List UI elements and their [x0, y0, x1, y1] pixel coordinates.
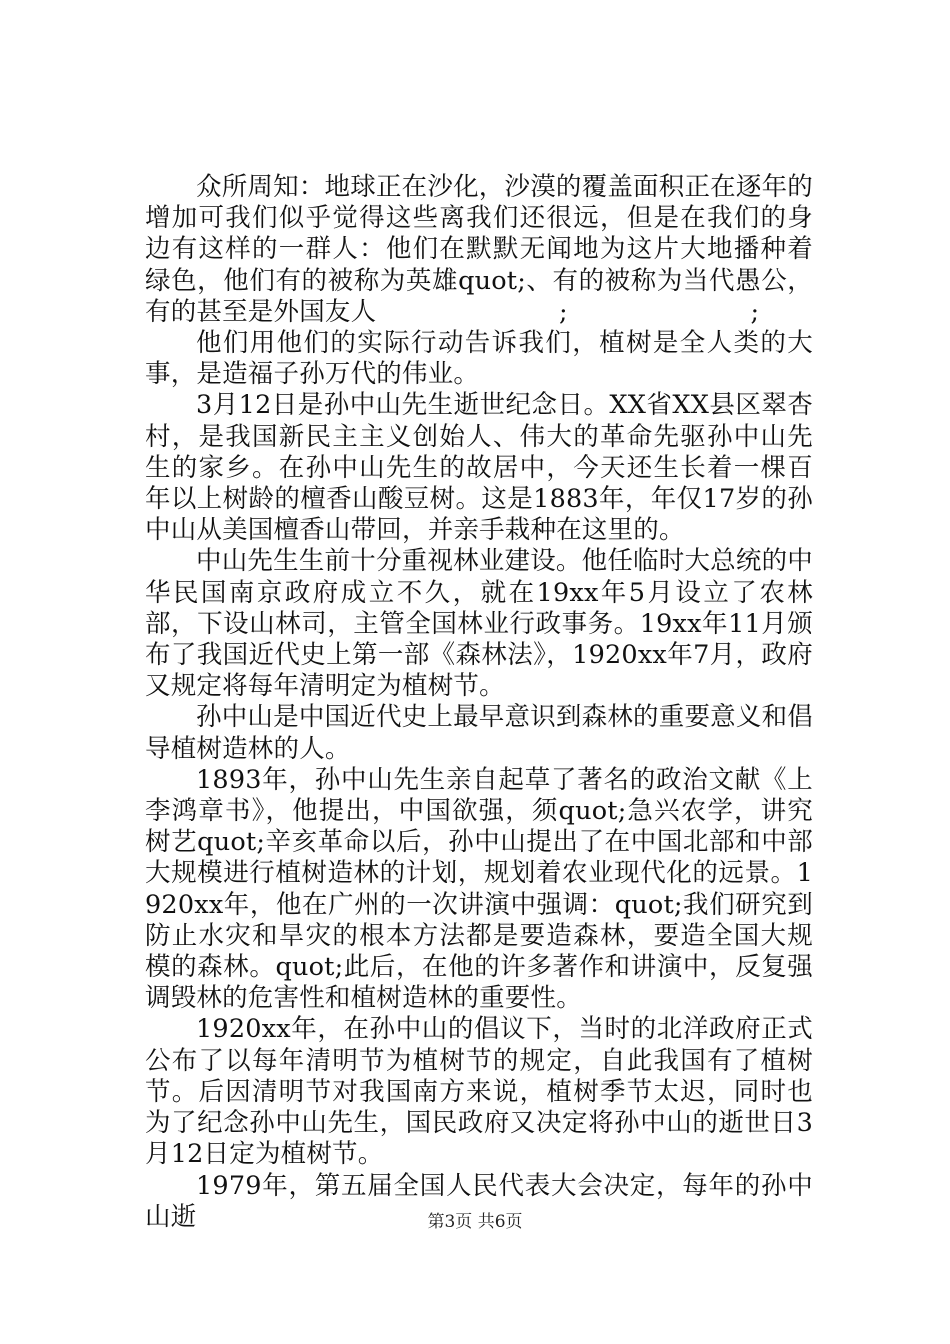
paragraph: 1893年，孙中山先生亲自起草了著名的政治文献《上李鸿章书》，他提出，中国欲强，须quot;急兴农学，讲究树艺quot;辛亥革命以后，孙中山提出了在中国北部和中部大规模进行植树造林的计划，规划着农业现代化的远景。1920xx年，他在广州的一次讲演中强调：quot;我们研究到防止水灾和旱灾的根本方法都是要造森林，要造全国大规模的森林。quot;此后，在他的许多著作和讲演中，反复强调毁林的危害性和植树造林的重要性。 — [145, 764, 813, 1014]
paragraph: 中山先生生前十分重视林业建设。他任临时大总统的中华民国南京政府成立不久，就在19xx年5月设立了农林部，下设山林司，主管全国林业行政事务。19xx年11月颁布了我国近代史上第一部《森林法》，1920xx年7月，政府又规定将每年清明定为植树节。 — [145, 546, 813, 702]
paragraph: 他们用他们的实际行动告诉我们，植树是全人类的大事，是造福子孙万代的伟业。 — [145, 328, 813, 390]
paragraph: 众所周知：地球正在沙化，沙漠的覆盖面积正在逐年的增加可我们似乎觉得这些离我们还很远，但是在我们的身边有这样的一群人：他们在默默无闻地为这片大地播种着绿色，他们有的被称为英雄quot;、有的被称为当代愚公，有的甚至是外国友人 ; ; — [145, 172, 813, 327]
paragraph: 3月12日是孙中山先生逝世纪念日。XX省XX县区翠杏村，是我国新民主主义创始人、伟大的革命先驱孙中山先生的家乡。在孙中山先生的故居中，今天还生长着一棵百年以上树龄的檀香山酸豆树。这是1883年，年仅17岁的孙中山从美国檀香山带回，并亲手栽种在这里的。 — [145, 390, 813, 546]
paragraph: 1979年，第五届全国人民代表大会决定，每年的孙中山逝 — [145, 1170, 813, 1232]
paragraph: 孙中山是中国近代史上最早意识到森林的重要意义和倡导植树造林的人。 — [145, 702, 813, 764]
document-body — [145, 172, 813, 1233]
paragraph: 1920xx年，在孙中山的倡议下，当时的北洋政府正式公布了以每年清明节为植树节的规定，自此我国有了植树节。后因清明节对我国南方来说，植树季节太迟，同时也为了纪念孙中山先生，国民政府又决定将孙中山的逝世日3月12日定为植树节。 — [145, 1014, 813, 1170]
page-number-footer: 第3页 共6页 — [427, 1212, 523, 1232]
